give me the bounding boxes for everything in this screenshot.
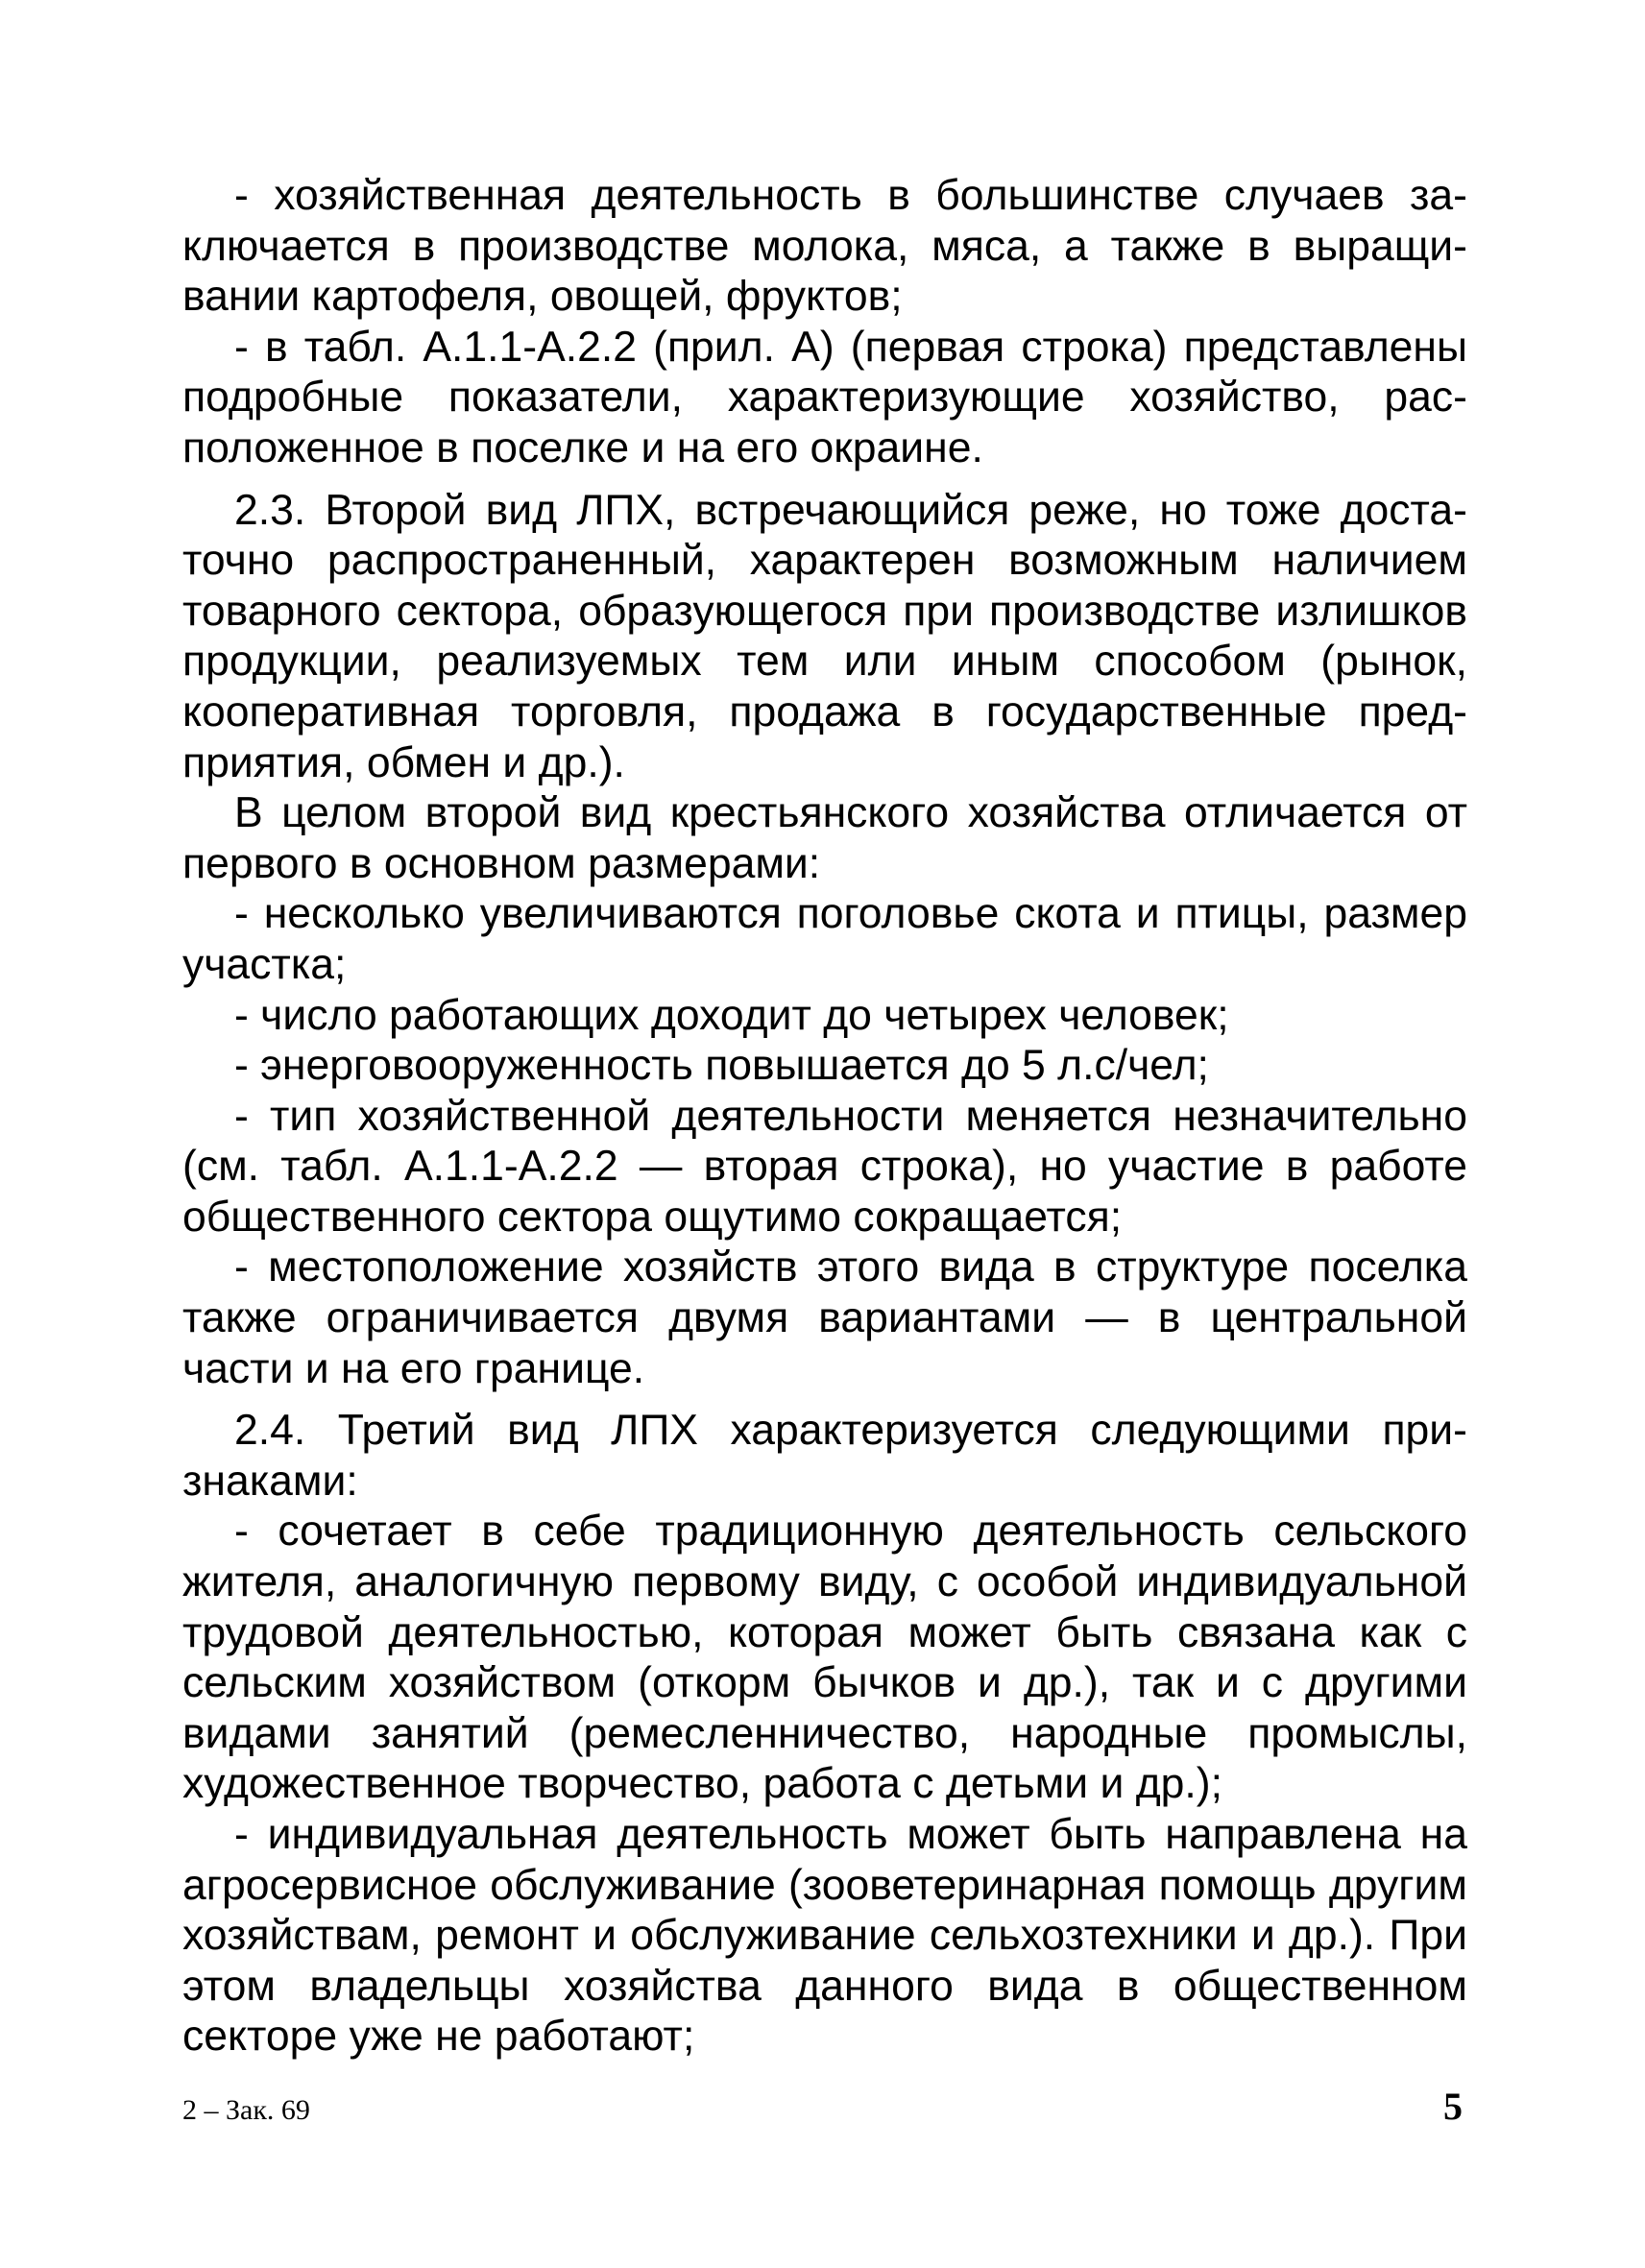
paragraph-1: - хозяйственная деятельность в большинстве случаев заключается в производстве молока, мяса, а также в выращивании картофеля, овощей, фруктов; [182,172,1467,321]
paragraph-4: В целом второй вид крестьянского хозяйства отличается от первого в основном размерами: [182,789,1467,887]
paragraph-11: - сочетает в себе традиционную деятельность сельского жителя, аналогичную первому виду, с особой индивидуальной трудовой деятельностью, которая может быть связана как с сельским хозяйством (откорм бычков и др.), так и с другими видами занятий (ремесленничество, народные промыслы, художественное творчество, работа с детьми и др.); [182,1508,1467,1808]
paragraph-5: - несколько увеличиваются поголовье скота и птицы, размер участка; [182,890,1467,988]
body-text [182,171,1467,2063]
paragraph-2: - в табл. А.1.1-А.2.2 (прил. А) (первая строка) представлены подробные показатели, характеризующие хозяйство, расположенное в поселке и на его окраине. [182,323,1467,471]
page-number: 5 [1443,2085,1463,2128]
paragraph-12: - индивидуальная деятельность может быть направлена на агросервисное обслуживание (зооветеринарная помощь другим хозяйствам, ремонт и обслуживание сельхозтехники и др.). При этом владельцы хозяйства данного вида в общественном секторе уже не работают; [182,1811,1467,2061]
paragraph-10: 2.4. Третий вид ЛПХ характеризуется следующими признаками: [182,1407,1467,1505]
paragraph-8: - тип хозяйственной деятельности меняется незначительно (см. табл. А.1.1-А.2.2 — вторая строка), но участие в работе общественного сектора ощутимо сокращается; [182,1092,1467,1241]
paragraph-7: - энерговооруженность повышается до 5 л.с/чел; [234,1042,1209,1090]
paragraph-3: 2.3. Второй вид ЛПХ, встречающийся реже, но тоже достаточно распространенный, характерен возможным наличием товарного сектора, образующегося при производстве излишков продукции, реализуемых тем или иным способом (рынок, кооперативная торговля, продажа в государственные предприятия, обмен и др.). [182,486,1467,786]
paragraph-9: - местоположение хозяйств этого вида в структуре поселка также ограничивается двумя вариантами — в центральной части и на его границе. [182,1243,1467,1392]
paragraph-6: - число работающих доходит до четырех человек; [234,991,1229,1039]
printing-signature: 2 – Зак. 69 [182,2094,310,2126]
